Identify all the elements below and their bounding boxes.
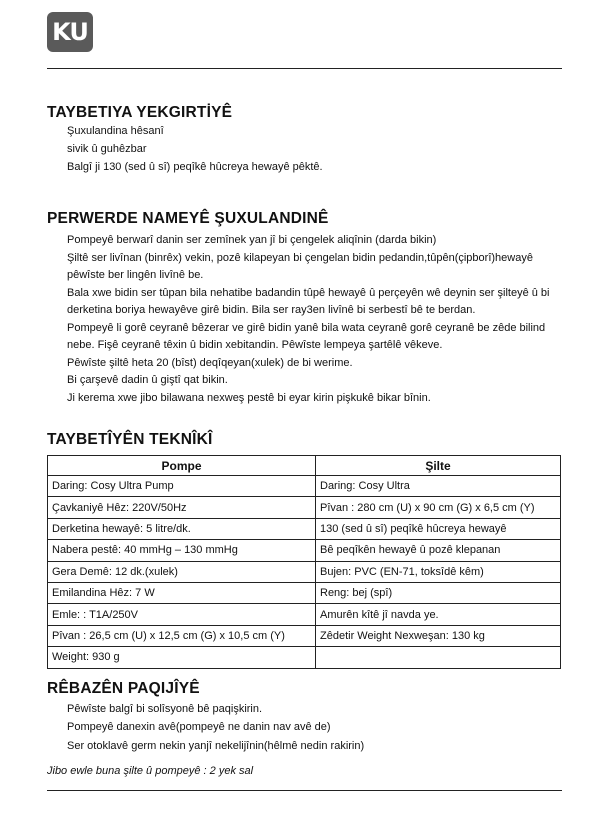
specs-header-row [48, 456, 561, 476]
table-row [48, 476, 561, 497]
table-cell: Pîvan : 280 cm (U) x 90 cm (G) x 6,5 cm (Y) [316, 497, 561, 518]
table-cell: Bê peqîkên hewayê û pozê klepanan [316, 540, 561, 561]
instruction-line: Pompeyê berwarî danin ser zemînek yan jî bi çengelek aliqînin (darda bikin) [67, 234, 437, 246]
table-cell: Çavkaniyê Hêz: 220V/50Hz [48, 497, 316, 518]
table-cell: Zêdetir Weight Nexweşan: 130 kg [316, 625, 561, 646]
instruction-line: Bi çarşevê dadin û giştî qat bikin. [67, 374, 228, 386]
table-cell: Nabera pestê: 40 mmHg – 130 mmHg [48, 540, 316, 561]
table-row [48, 497, 561, 518]
section-title-instructions: PERWERDE NAMEYÊ ŞUXULANDINÊ [47, 210, 329, 227]
warranty-note: Jibo ewle buna şilte û pompeyê : 2 yek sal [47, 765, 254, 777]
maintenance-line: Ser otoklavê germ nekin yanjî nekelijînin(hêlmê nedin rakirin) [67, 739, 365, 752]
table-row [48, 647, 561, 668]
section-title-specs: TAYBETÎYÊN TEKNÎKÎ [47, 431, 213, 448]
maintenance-list [67, 700, 562, 755]
instruction-line: Ji kerema xwe jibo bilawana nexweş pestê bi eyar kirin pişkukê bikar bînin. [67, 391, 431, 404]
table-cell: Emilandina Hêz: 7 W [48, 582, 316, 603]
table-row [48, 518, 561, 539]
maintenance-line: Pompeyê danexin avê(pompeyê ne danin nav avê de) [67, 721, 331, 734]
table-cell: Derketina hewayê: 5 litre/dk. [48, 518, 316, 539]
features-line: Şuxulandina hêsanî [67, 125, 164, 137]
section-title-features: TAYBETIYA YEKGIRTİYÊ [47, 104, 233, 121]
instruction-line: Pompeyê li gorê ceyranê bêzerar ve girê bidin yanê bila wata ceyranê gorê ceyranê be zêde bilind nebe. Fişê ceyranê têxin û bidin xebitandin. Pêwîste lempeya şartêlê vêkeve. [67, 321, 546, 351]
language-badge: KU [47, 12, 93, 52]
table-row [48, 625, 561, 646]
section-title-maintenance: RÊBAZÊN PAQIJÎYÊ [47, 680, 200, 697]
features-line: Balgî ji 130 (sed û sî) peqîkê hûcreya hewayê pêktê. [67, 161, 323, 174]
table-cell: Daring: Cosy Ultra Pump [48, 476, 316, 497]
bottom-divider [47, 790, 562, 791]
table-cell: Gera Demê: 12 dk.(xulek) [48, 561, 316, 582]
top-divider [47, 68, 562, 69]
column-header-pump: Pompe [48, 456, 316, 476]
table-cell: Reng: bej (spî) [316, 582, 561, 603]
table-row [48, 604, 561, 625]
table-cell: Weight: 930 g [48, 647, 316, 668]
instruction-line: Pêwîste şiltê heta 20 (bîst) deqîqeyan(xulek) de bi werime. [67, 356, 353, 369]
table-cell: Bujen: PVC (EN-71, toksîdê kêm) [316, 561, 561, 582]
table-row [48, 561, 561, 582]
features-line: sivik û guhêzbar [67, 143, 147, 156]
specs-table [47, 455, 561, 669]
maintenance-line: Pêwîste balgî bi solîsyonê bê paqişkirin. [67, 703, 263, 715]
instructions-list [67, 232, 562, 407]
table-row [48, 582, 561, 603]
instruction-line: Şiltê ser livînan (binrêx) vekin, pozê kilapeyan bi çengelan bidin pedandin,tûpên(çipborî)hewayê pêwîste ber lingên livînê be. [67, 251, 533, 281]
table-cell: 130 (sed û sî) peqîkê hûcreya hewayê [316, 518, 561, 539]
instruction-line: Bala xwe bidin ser tûpan bila nehatibe badandin tûpê hewayê û perçeyên wê deynin ser şilteyê û bi derketina boriya hewayêve girê bidin. Bila ser ray3en livînê bi serbestî bê te berdan. [67, 286, 550, 316]
column-header-mattress: Şilte [316, 456, 561, 476]
table-cell: Pîvan : 26,5 cm (U) x 12,5 cm (G) x 10,5 cm (Y) [48, 625, 316, 646]
table-cell: Daring: Cosy Ultra [316, 476, 561, 497]
features-list [67, 122, 562, 177]
table-cell [316, 647, 561, 668]
table-cell: Emle: : T1A/250V [48, 604, 316, 625]
table-row [48, 540, 561, 561]
table-cell: Amurên kîtê jî navda ye. [316, 604, 561, 625]
